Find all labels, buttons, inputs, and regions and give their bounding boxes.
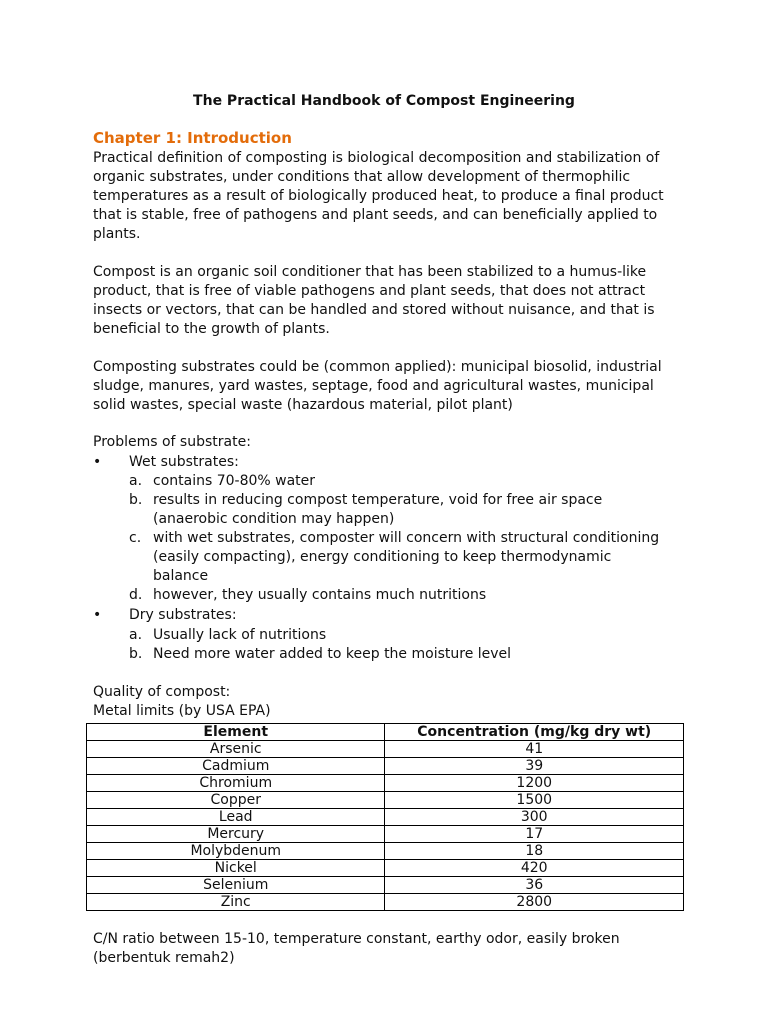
paragraph-compost-definition [93,263,683,339]
table-cell-element: Lead [87,809,385,826]
table-cell-concentration: 36 [385,877,684,894]
table-row [87,809,684,826]
paragraph-line: Composting substrates could be (common applied): municipal biosolid, industrial [93,359,662,375]
list-item-line: balance [153,568,209,584]
list-item-line: (anaerobic condition may happen) [153,511,395,527]
paragraph-line: (berbentuk remah2) [93,950,235,966]
list-item-text [153,626,326,645]
paragraph-line: Compost is an organic soil conditioner that has been stabilized to a humus-like [93,264,647,280]
list-item-line: Need more water added to keep the moisture level [153,646,512,662]
paragraph-line: temperatures as a result of biologically produced heat, to produce a final product [93,188,664,204]
table-cell-concentration: 18 [385,843,684,860]
quality-heading [93,683,683,721]
paragraph-substrates [93,358,683,415]
list-item-text [153,529,659,586]
column-header-element: Element [87,724,385,741]
table-cell-concentration: 41 [385,741,684,758]
table-cell-concentration: 39 [385,758,684,775]
table-cell-concentration: 1200 [385,775,684,792]
list-marker: a. [129,627,143,643]
table-row [87,775,684,792]
chapter-heading: Chapter 1: Introduction [93,129,292,147]
table-row [87,877,684,894]
list-marker: b. [129,646,143,662]
table-header-row [87,724,684,741]
table-cell-concentration: 300 [385,809,684,826]
list-marker: b. [129,492,143,508]
paragraph-line: product, that is free of viable pathogens and plant seeds, that does not attract [93,283,646,299]
list-marker: a. [129,473,143,489]
paragraph-line: solid wastes, special waste (hazardous material, pilot plant) [93,397,513,413]
bullet-label: Dry substrates: [129,607,237,623]
paragraph-line: organic substrates, under conditions that allow development of thermophilic [93,169,631,185]
table-cell-element: Arsenic [87,741,385,758]
table-row [87,860,684,877]
table-row [87,894,684,911]
list-item-text [153,491,602,529]
problems-heading [93,433,683,452]
metal-limits-heading: Metal limits (by USA EPA) [93,703,271,719]
metal-limits-table [86,723,684,911]
table-cell-element: Molybdenum [87,843,385,860]
column-header-concentration: Concentration (mg/kg dry wt) [385,724,684,741]
table-cell-concentration: 2800 [385,894,684,911]
paragraph-line: C/N ratio between 15-10, temperature constant, earthy odor, easily broken [93,931,620,947]
list-item-line: results in reducing compost temperature, void for free air space [153,492,603,508]
list-item-line: (easily compacting), energy conditioning to keep thermodynamic [153,549,612,565]
table-cell-element: Selenium [87,877,385,894]
list-item-line: contains 70-80% water [153,473,316,489]
bullet-symbol: • [93,454,102,470]
list-marker: c. [129,530,142,546]
list-item-line: however, they usually contains much nutritions [153,587,487,603]
table-cell-element: Nickel [87,860,385,877]
list-item-line: Usually lack of nutritions [153,627,327,643]
list-item-text [153,586,486,605]
list-marker: d. [129,587,143,603]
table-cell-concentration: 420 [385,860,684,877]
list-item-text [153,645,511,664]
paragraph-line: sludge, manures, yard wastes, septage, food and agricultural wastes, municipal [93,378,654,394]
paragraph-composting-definition [93,149,683,244]
paragraph-line: plants. [93,226,141,242]
paragraph-cn-ratio [93,930,683,968]
list-item-line: with wet substrates, composter will concern with structural conditioning [153,530,660,546]
table-row [87,843,684,860]
bullet-symbol: • [93,607,102,623]
table-cell-element: Zinc [87,894,385,911]
table-cell-concentration: 17 [385,826,684,843]
table-cell-element: Cadmium [87,758,385,775]
table-cell-element: Copper [87,792,385,809]
paragraph-line: that is stable, free of pathogens and plant seeds, and can beneficially applied to [93,207,658,223]
problems-heading-text: Problems of substrate: [93,434,251,450]
bullet-label: Wet substrates: [129,454,239,470]
table-row [87,826,684,843]
table-cell-element: Mercury [87,826,385,843]
table-row [87,758,684,775]
table-row [87,741,684,758]
table-row [87,792,684,809]
list-item-text [153,472,315,491]
table-cell-concentration: 1500 [385,792,684,809]
paragraph-line: insects or vectors, that can be handled and stored without nuisance, and that is [93,302,655,318]
document-title: The Practical Handbook of Compost Engineering [193,93,575,109]
table-cell-element: Chromium [87,775,385,792]
paragraph-line: Practical definition of composting is biological decomposition and stabilization of [93,150,660,166]
paragraph-line: beneficial to the growth of plants. [93,321,330,337]
quality-heading-text: Quality of compost: [93,684,231,700]
